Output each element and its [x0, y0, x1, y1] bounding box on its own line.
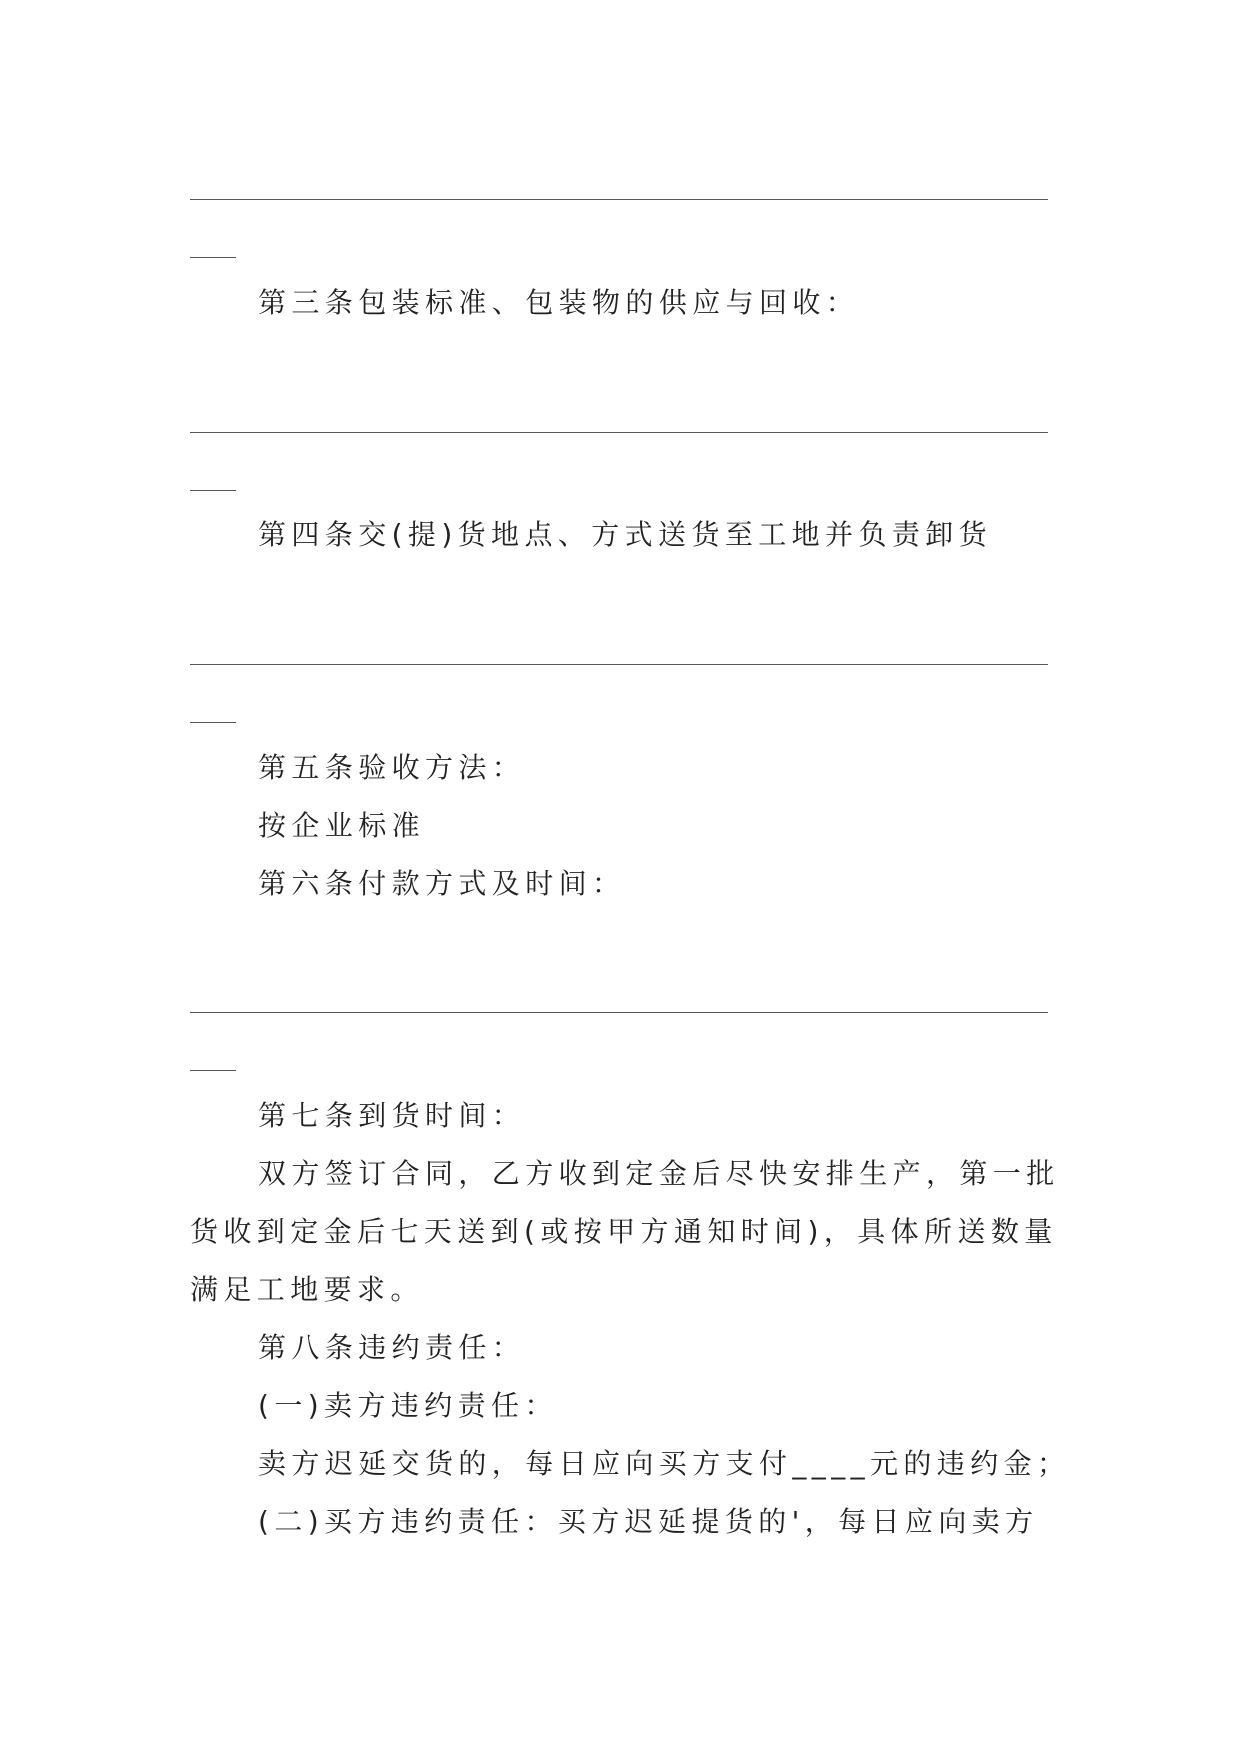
blank-fill-line-tail [190, 490, 236, 491]
blank-fill-line-tail [190, 257, 236, 258]
article4-heading: 第四条交(提)货地点、方式送货至工地并负责卸货 [258, 518, 993, 551]
blank-fill-line-tail [190, 722, 236, 723]
article8-sub1-body: 卖方迟延交货的，每日应向买方支付____元的违约金； [258, 1447, 1071, 1480]
article7-heading: 第七条到货时间： [258, 1099, 526, 1132]
article8-sub2: (二)买方违约责任：买方迟延提货的'，每日应向卖方 [258, 1505, 1039, 1538]
article8-heading: 第八条违约责任： [258, 1331, 526, 1364]
article8-sub1: (一)卖方违约责任： [258, 1389, 558, 1422]
article5-heading: 第五条验收方法： [258, 751, 526, 784]
blank-fill-line-tail [190, 1070, 236, 1071]
article3-heading: 第三条包装标准、包装物的供应与回收： [258, 286, 860, 319]
blank-fill-line [190, 432, 1048, 433]
article6-heading: 第六条付款方式及时间： [258, 867, 626, 900]
article7-body: 双方签订合同，乙方收到定金后尽快安排生产，第一批货收到定金后七天送到(或按甲方通知时间)，具体所送数量满足工地要求。 [190, 1157, 1060, 1306]
blank-fill-line [190, 1012, 1048, 1013]
blank-fill-line [190, 199, 1048, 200]
blank-fill-line [190, 664, 1048, 665]
article5-body: 按企业标准 [258, 809, 426, 842]
